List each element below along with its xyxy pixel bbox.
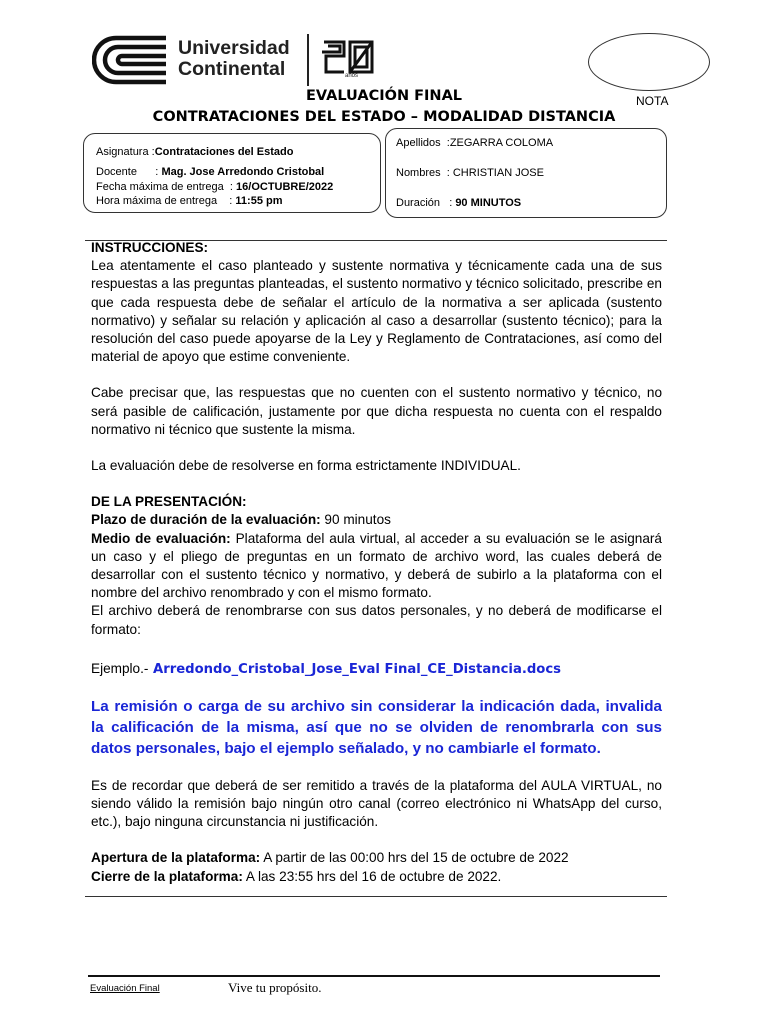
- medio-label: Medio de evaluación:: [91, 530, 231, 546]
- plazo-value: 90 minutos: [320, 512, 391, 528]
- nombres-label: Nombres :: [396, 167, 450, 179]
- nombres-row: [396, 167, 544, 179]
- warning-paragraph: La remisión o carga de su archivo sin considerar la indicación dada, invalida la calificación de la misma, así que no se olviden de renombrarla con sus datos personales, bajo el ejemplo señalado, y no cambiarle el formato.: [91, 697, 662, 757]
- presentation-heading: DE LA PRESENTACIÓN:: [91, 494, 247, 510]
- grade-label: NOTA: [636, 94, 669, 108]
- header-divider: [307, 34, 309, 86]
- apertura-line: [91, 849, 662, 867]
- plazo-line: [91, 511, 662, 529]
- document-subtitle: CONTRATACIONES DEL ESTADO – MODALIDAD DISTANCIA: [152, 109, 616, 125]
- university-name-line2: Continental: [178, 58, 286, 80]
- footer-slogan: Vive tu propósito.: [228, 980, 322, 995]
- grade-oval: [588, 33, 710, 91]
- apertura-value: A partir de las 00:00 hrs del 15 de octubre de 2022: [260, 850, 569, 866]
- cierre-line: [91, 868, 662, 886]
- fecha-row: [96, 181, 333, 193]
- hora-label: Hora máxima de entrega :: [96, 195, 233, 207]
- example-line: [91, 657, 662, 682]
- apellidos-label: Apellidos :: [396, 137, 450, 149]
- apellidos-value: ZEGARRA COLOMA: [449, 137, 554, 149]
- cierre-label: Cierre de la plataforma:: [91, 868, 243, 884]
- instructions-heading: INSTRUCCIONES:: [91, 240, 209, 255]
- apellidos-row: [396, 137, 553, 149]
- fecha-value: 16/OCTUBRE/2022: [236, 181, 334, 193]
- example-label: Ejemplo.-: [91, 660, 149, 676]
- duracion-value: 90 MINUTOS: [455, 197, 522, 209]
- anniversary-label: años: [345, 73, 359, 79]
- asignatura-value: Contrataciones del Estado: [154, 146, 294, 158]
- asignatura-label: Asignatura :: [96, 146, 155, 158]
- instructions-paragraph-3: La evaluación debe de resolverse en forma estrictamente INDIVIDUAL.: [91, 458, 521, 474]
- university-name-line1: Universidad: [178, 37, 290, 59]
- nombres-value: CHRISTIAN JOSE: [452, 167, 544, 179]
- docente-label: Docente :: [96, 166, 159, 178]
- asignatura-row: [96, 146, 293, 158]
- instructions-paragraph-2: Cabe precisar que, las respuestas que no cuenten con el sustento normativo y técnico, no será pasible de calificación, justamente por que dicha respuesta no cuenta con el respaldo normativo ni técnico que sustente la misma.: [91, 385, 662, 437]
- hora-value: 11:55 pm: [235, 195, 283, 207]
- duracion-row: [396, 197, 521, 209]
- docente-row: [96, 166, 324, 178]
- example-filename: Arredondo_Cristobal_Jose_Eval Final_CE_Distancia.docs: [148, 661, 562, 677]
- footer-rule: [88, 975, 660, 977]
- hora-row: [96, 195, 283, 207]
- medio-paragraph: [91, 530, 662, 603]
- rename-note: El archivo deberá de renombrarse con sus datos personales, y no deberá de modificarse el formato:: [91, 603, 662, 637]
- content-end-rule: [85, 896, 667, 897]
- footer-document-name: Evaluación Final: [90, 983, 160, 994]
- duracion-label: Duración :: [396, 197, 453, 209]
- instructions-paragraph-1: Lea atentamente el caso planteado y sustente normativa y técnicamente cada una de sus respuestas a las preguntas planteadas, el sustento normativo y técnico solicitado, prescribe en que cada respuesta debe de señalar el artículo de la normativa a ser aplicada (sustento normativo) y señalar su relación y aplicación al caso a desarrollar (sustento técnico); para la resolución del caso puede apoyarse de la Ley y Reglamento de Contrataciones, así como del material de apoyo que estime conveniente.: [91, 258, 662, 365]
- apertura-label: Apertura de la plataforma:: [91, 850, 261, 866]
- fecha-label: Fecha máxima de entrega :: [96, 181, 233, 193]
- university-name: [178, 38, 290, 80]
- medio-value: Plataforma del aula virtual, al acceder a su evaluación se le asignará un caso y el pliego de preguntas en un formato de archivo word, las cuales deberá de desarrollar con el sustento técnico y normativo, y deberá de subirlo a la plataforma con el nombre del archivo renombrado y con el mismo formato.: [91, 530, 662, 601]
- cierre-value: A las 23:55 hrs del 16 de octubre de 2022.: [242, 868, 502, 884]
- plazo-label: Plazo de duración de la evaluación:: [91, 512, 321, 528]
- university-logo-icon: [92, 34, 168, 86]
- docente-value: Mag. Jose Arredondo Cristobal: [161, 166, 325, 178]
- reminder-paragraph: Es de recordar que deberá de ser remitido a través de la plataforma del AULA VIRTUAL, no siendo válido la remisión bajo ningún otro canal (correo electrónico ni WhatsApp del curso, etc.), bajo ninguna circunstancia ni justificación.: [91, 777, 662, 830]
- instructions-section: [91, 239, 662, 886]
- document-title: EVALUACIÓN FINAL: [305, 88, 463, 104]
